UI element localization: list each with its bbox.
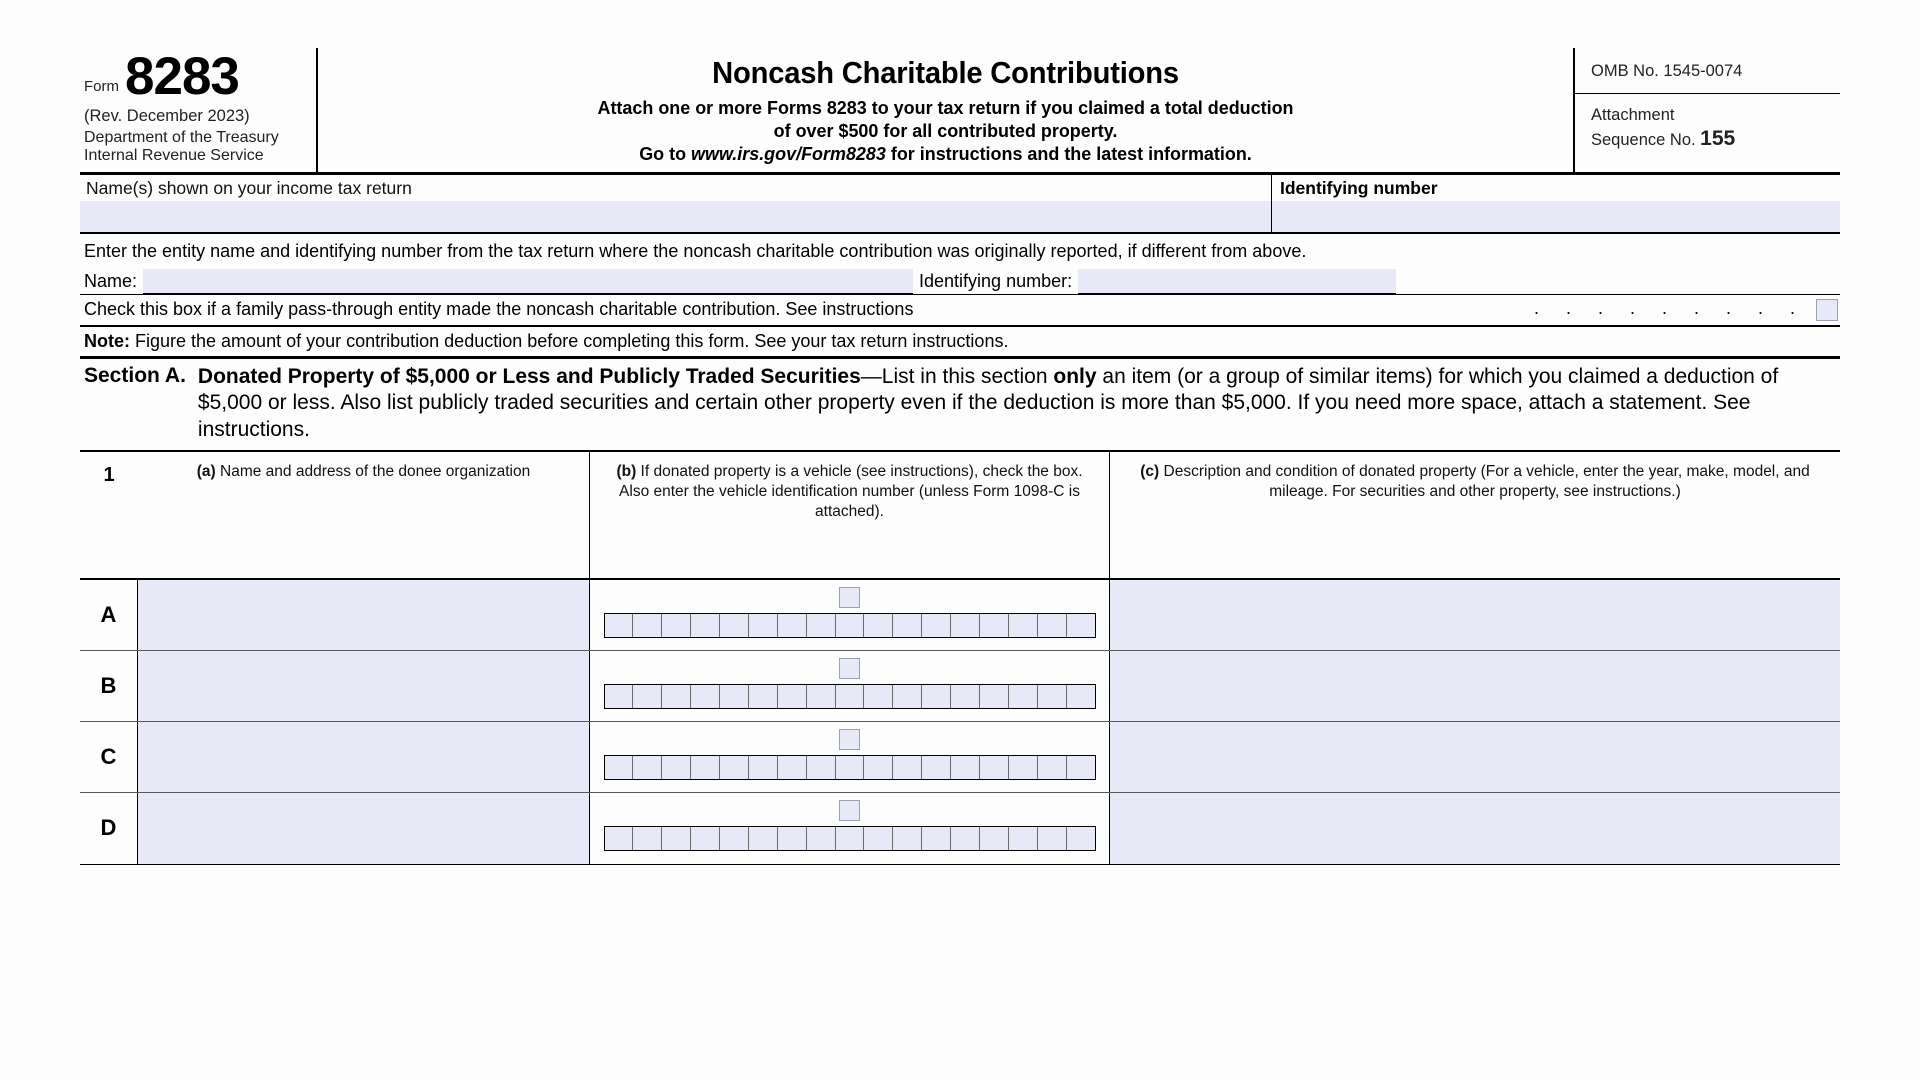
vin-character-cell[interactable] — [662, 756, 691, 779]
dot-leader: . . . . . . . . . — [1533, 297, 1806, 318]
property-description-input[interactable] — [1110, 793, 1840, 864]
entity-name-input[interactable] — [143, 269, 913, 294]
note-text: Figure the amount of your contribution deduction before completing this form. See your tax return instructions. — [130, 330, 1009, 351]
section-a-label: Section A. — [84, 363, 186, 387]
subtitle-line-2: of over $500 for all contributed property. — [773, 120, 1118, 142]
vin-character-cell[interactable] — [1038, 827, 1067, 850]
section-a-body-2: an item (or a group of similar items) for which you claimed a deduction of $5,000 or less. Also list publicly traded securities and certain other property even if the deduction is more than $5,000. If you need more space, attach a statement. See instructions. — [197, 364, 1779, 441]
vin-character-cell[interactable] — [893, 614, 922, 637]
vin-character-cell[interactable] — [720, 685, 749, 708]
vin-character-cell[interactable] — [864, 614, 893, 637]
vin-character-cell[interactable] — [1067, 827, 1095, 850]
vin-character-cell[interactable] — [864, 756, 893, 779]
vin-character-cell[interactable] — [720, 614, 749, 637]
vehicle-checkbox[interactable] — [839, 587, 860, 608]
vin-character-cell[interactable] — [1067, 756, 1095, 779]
vin-character-cell[interactable] — [922, 827, 951, 850]
vin-character-cell[interactable] — [1067, 685, 1095, 708]
section-a-dash: — — [860, 364, 882, 388]
column-b-text: If donated property is a vehicle (see instructions), check the box. Also enter the vehicle identification number (unless Form 1098-C is attached). — [619, 462, 1083, 520]
entity-name-label: Name: — [84, 270, 138, 291]
vehicle-checkbox[interactable] — [839, 658, 860, 679]
column-header-c — [1110, 452, 1840, 578]
issuing-agency — [84, 129, 308, 166]
table-row — [80, 793, 1840, 864]
row-letter: D — [80, 793, 138, 864]
note-row — [80, 327, 1840, 359]
vin-character-cell[interactable] — [893, 827, 922, 850]
column-header-b — [590, 452, 1110, 578]
column-c-tag: (c) — [1140, 462, 1160, 480]
row-letter: C — [80, 722, 138, 792]
irs-form-url[interactable]: www.irs.gov/Form8283 — [691, 143, 886, 165]
vin-character-cell[interactable] — [951, 614, 980, 637]
vin-character-cell[interactable] — [951, 827, 980, 850]
sequence-label: Sequence No. — [1591, 130, 1696, 149]
sequence-line — [1591, 126, 1830, 151]
form-identity-block — [80, 48, 318, 172]
vin-character-cell[interactable] — [1009, 827, 1038, 850]
form-title-block — [318, 48, 1575, 172]
column-c-text: Description and condition of donated property (For a vehicle, enter the year, make, model, and mileage. For securities and other property, see instructions.) — [1159, 462, 1810, 500]
vin-character-cell[interactable] — [836, 614, 865, 637]
vehicle-cell — [590, 580, 1110, 650]
department-line: Department of the Treasury — [84, 128, 279, 146]
line-number-1: 1 — [103, 463, 115, 486]
vin-character-cell[interactable] — [1009, 685, 1038, 708]
property-description-input[interactable] — [1110, 722, 1840, 792]
vin-character-cell[interactable] — [836, 827, 865, 850]
vin-input[interactable] — [604, 613, 1096, 638]
vin-character-cell[interactable] — [662, 827, 691, 850]
vin-character-cell[interactable] — [864, 685, 893, 708]
family-passthrough-row — [80, 295, 1840, 327]
form-revision-date: (Rev. December 2023) — [84, 106, 250, 125]
vin-character-cell[interactable] — [922, 614, 951, 637]
vin-character-cell[interactable] — [605, 685, 634, 708]
vin-character-cell[interactable] — [778, 614, 807, 637]
note-label: Note: — [84, 330, 130, 351]
vehicle-cell — [590, 722, 1110, 792]
column-b-tag: (b) — [616, 462, 637, 480]
vin-character-cell[interactable] — [836, 685, 865, 708]
vin-character-cell[interactable] — [633, 756, 662, 779]
goto-instructions-line — [343, 142, 1549, 165]
identifying-number-input[interactable] — [1272, 201, 1840, 232]
entity-name-id-row — [80, 267, 1840, 295]
vin-character-cell[interactable] — [807, 685, 836, 708]
section-a-header — [80, 359, 1840, 452]
vin-character-cell[interactable] — [691, 827, 720, 850]
vin-character-cell[interactable] — [893, 756, 922, 779]
vin-character-cell[interactable] — [720, 756, 749, 779]
vin-character-cell[interactable] — [980, 685, 1009, 708]
vin-character-cell[interactable] — [980, 614, 1009, 637]
vin-character-cell[interactable] — [691, 685, 720, 708]
vin-input[interactable] — [604, 684, 1096, 709]
identifying-number-cell — [1272, 175, 1840, 232]
section-a-description — [198, 364, 1836, 444]
taxpayer-name-input[interactable] — [80, 201, 1271, 232]
omb-number: OMB No. 1545-0074 — [1575, 48, 1840, 94]
form-title: Noncash Charitable Contributions — [712, 55, 1179, 90]
vehicle-cell — [590, 793, 1110, 864]
vin-character-cell[interactable] — [922, 756, 951, 779]
taxpayer-name-cell — [80, 175, 1272, 232]
vin-character-cell[interactable] — [1038, 756, 1067, 779]
column-a-tag: (a) — [196, 462, 216, 480]
vin-character-cell[interactable] — [980, 756, 1009, 779]
section-a-emphasis: only — [1053, 364, 1097, 388]
attachment-label: Attachment — [1591, 106, 1675, 124]
vin-character-cell[interactable] — [691, 756, 720, 779]
vin-character-cell[interactable] — [749, 614, 778, 637]
vin-character-cell[interactable] — [778, 756, 807, 779]
row-letter: A — [80, 580, 138, 650]
attachment-sequence-block — [1575, 94, 1840, 159]
vin-character-cell[interactable] — [807, 827, 836, 850]
table-header-row — [80, 452, 1840, 580]
family-passthrough-label: Check this box if a family pass-through entity made the noncash charitable contribution. See instructions — [84, 299, 914, 320]
donee-name-address-input[interactable] — [138, 580, 590, 650]
vin-character-cell[interactable] — [720, 827, 749, 850]
row-letter: B — [80, 651, 138, 721]
vin-character-cell[interactable] — [980, 827, 1009, 850]
property-description-input[interactable] — [1110, 651, 1840, 721]
vin-character-cell[interactable] — [1009, 614, 1038, 637]
section-a-body-1: List in this section — [881, 364, 1054, 388]
taxpayer-name-caption: Name(s) shown on your income tax return — [86, 177, 412, 198]
family-passthrough-checkbox[interactable] — [1816, 299, 1838, 321]
taxpayer-name-row — [80, 175, 1840, 234]
vin-character-cell[interactable] — [749, 827, 778, 850]
vin-character-cell[interactable] — [864, 827, 893, 850]
vin-character-cell[interactable] — [836, 756, 865, 779]
vin-character-cell[interactable] — [605, 827, 634, 850]
column-header-a — [138, 452, 590, 578]
irs-form-8283 — [80, 48, 1840, 865]
donee-name-address-input[interactable] — [138, 793, 590, 864]
table-row — [80, 580, 1840, 651]
vin-character-cell[interactable] — [807, 614, 836, 637]
vin-character-cell[interactable] — [1067, 614, 1095, 637]
vin-character-cell[interactable] — [1038, 685, 1067, 708]
vin-character-cell[interactable] — [749, 685, 778, 708]
goto-prefix: Go to — [639, 143, 692, 165]
vin-character-cell[interactable] — [807, 756, 836, 779]
section-a-table — [80, 452, 1840, 865]
vin-character-cell[interactable] — [605, 756, 634, 779]
omb-block — [1575, 48, 1840, 172]
service-line: Internal Revenue Service — [84, 147, 264, 165]
entity-identifying-number-label: Identifying number: — [919, 270, 1073, 291]
table-row — [80, 722, 1840, 793]
vin-character-cell[interactable] — [778, 827, 807, 850]
table-row — [80, 651, 1840, 722]
vin-character-cell[interactable] — [691, 614, 720, 637]
vin-character-cell[interactable] — [662, 614, 691, 637]
form-word-label: Form — [84, 77, 119, 95]
donee-name-address-input[interactable] — [138, 651, 590, 721]
vin-character-cell[interactable] — [633, 827, 662, 850]
form-number: 8283 — [125, 47, 239, 106]
vin-character-cell[interactable] — [951, 756, 980, 779]
vehicle-checkbox[interactable] — [839, 800, 860, 821]
vin-character-cell[interactable] — [1009, 756, 1038, 779]
table-body — [80, 580, 1840, 864]
vin-character-cell[interactable] — [1038, 614, 1067, 637]
vin-input[interactable] — [604, 755, 1096, 780]
donee-name-address-input[interactable] — [138, 722, 590, 792]
identifying-number-caption: Identifying number — [1280, 177, 1438, 198]
property-description-input[interactable] — [1110, 580, 1840, 650]
vin-input[interactable] — [604, 826, 1096, 851]
vin-character-cell[interactable] — [662, 685, 691, 708]
vin-character-cell[interactable] — [951, 685, 980, 708]
vin-character-cell[interactable] — [922, 685, 951, 708]
vin-character-cell[interactable] — [749, 756, 778, 779]
vin-character-cell[interactable] — [605, 614, 634, 637]
vin-character-cell[interactable] — [893, 685, 922, 708]
sequence-number: 155 — [1700, 126, 1736, 150]
vehicle-checkbox[interactable] — [839, 729, 860, 750]
form-subtitle — [343, 96, 1549, 166]
column-a-text: Name and address of the donee organization — [215, 462, 531, 480]
section-a-title: Donated Property of $5,000 or Less and Publicly Traded Securities — [197, 364, 861, 388]
entity-instruction-text: Enter the entity name and identifying number from the tax return where the noncash charitable contribution was originally reported, if different from above. — [84, 240, 1307, 261]
form-number-line — [84, 47, 308, 106]
vin-character-cell[interactable] — [778, 685, 807, 708]
vehicle-cell — [590, 651, 1110, 721]
form-header — [80, 48, 1840, 175]
vin-character-cell[interactable] — [633, 685, 662, 708]
entity-identifying-number-input[interactable] — [1078, 269, 1396, 294]
goto-suffix: for instructions and the latest information. — [885, 143, 1252, 165]
vin-character-cell[interactable] — [633, 614, 662, 637]
subtitle-line-1: Attach one or more Forms 8283 to your tax return if you claimed a total deduction — [597, 96, 1294, 118]
